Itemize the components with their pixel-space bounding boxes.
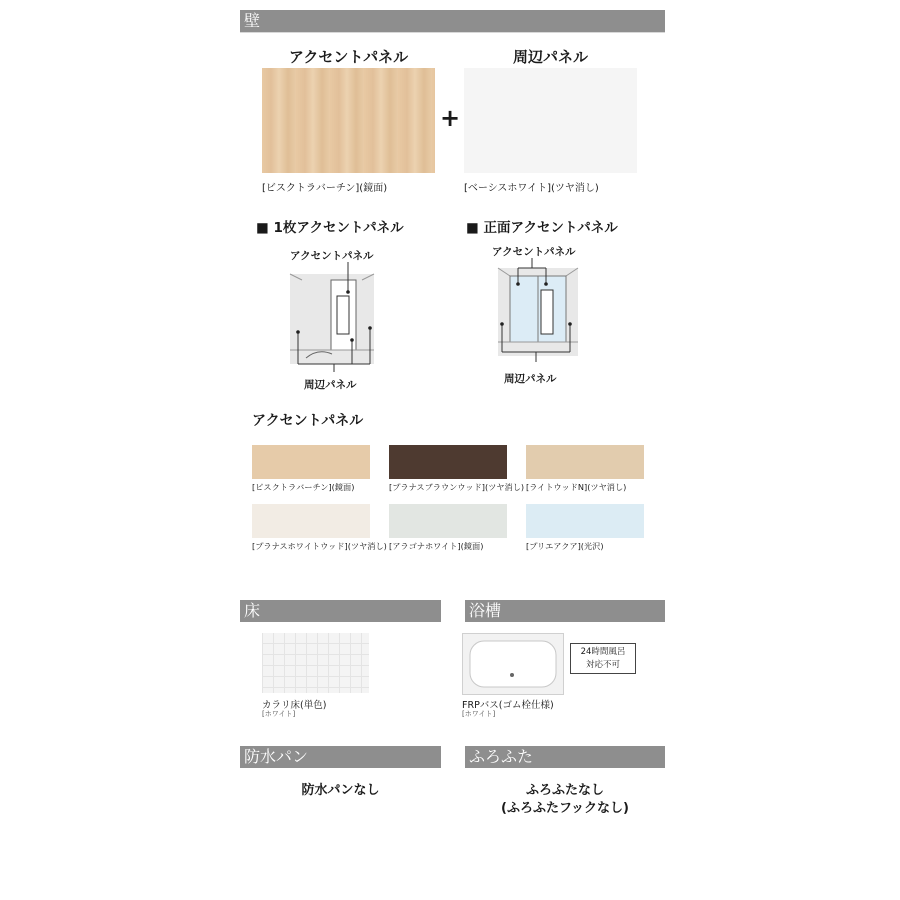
plus-sign: +	[440, 104, 461, 132]
surround-panel-swatch	[464, 68, 637, 173]
single-accent-diagram	[288, 262, 384, 377]
floor-section-header: 床	[240, 600, 441, 622]
accent-option-swatch	[526, 504, 644, 538]
bathtub-note-box	[570, 643, 636, 674]
front-accent-layout-title: ■ 正面アクセントパネル	[466, 220, 618, 236]
accent-panel-title: アクセントパネル	[288, 48, 409, 66]
accent-panel-swatch	[262, 68, 435, 173]
bath-lid-text-line2: (ふろふたフックなし)	[501, 801, 629, 816]
accent-option-label: [プラナスホワイトウッド](ツヤ消し)	[252, 541, 387, 551]
accent-option-swatch	[252, 445, 370, 479]
surround-panel-title: 周辺パネル	[512, 48, 588, 66]
floor-sub-caption: [ホワイト]	[262, 710, 296, 718]
bathtub-note-line2: 対応不可	[585, 660, 620, 670]
bathtub-image	[462, 633, 564, 695]
accent-option-swatch	[389, 445, 507, 479]
front-accent-diagram	[496, 258, 586, 370]
diagram1-accent-label: アクセントパネル	[290, 250, 374, 262]
bathtub-sub-caption: [ホワイト]	[462, 710, 496, 718]
bath-lid-section-header: ふろふた	[465, 746, 665, 768]
accent-option-label: [アラゴナホワイト](鏡面)	[389, 541, 484, 551]
wall-section-header: 壁	[240, 10, 665, 32]
accent-option-label: [プリエアクア](光沢)	[526, 541, 604, 551]
floor-caption: カラリ床(単色)	[262, 700, 327, 711]
accent-option-label: [ビスクトラバーチン](鏡面)	[252, 482, 355, 492]
bathtub-note-line1: 24時間風呂	[580, 647, 626, 657]
single-accent-layout-title: ■ 1枚アクセントパネル	[256, 220, 404, 236]
accent-panel-caption: [ビスクトラバーチン](鏡面)	[262, 183, 388, 194]
waterproof-pan-section-header: 防水パン	[240, 746, 441, 768]
waterproof-pan-text: 防水パンなし	[301, 783, 380, 798]
accent-option-label: [ライトウッドN](ツヤ消し)	[526, 482, 627, 492]
accent-option-swatch	[526, 445, 644, 479]
bathtub-section-header: 浴槽	[465, 600, 665, 622]
diagram2-accent-label: アクセントパネル	[492, 246, 576, 258]
accent-option-swatch	[389, 504, 507, 538]
wall-header-line	[240, 32, 665, 33]
accent-option-swatch	[252, 504, 370, 538]
accent-options-title: アクセントパネル	[252, 413, 364, 429]
accent-option-label: [プラナスブラウンウッド](ツヤ消し)	[389, 482, 525, 492]
floor-swatch	[262, 633, 369, 693]
bath-lid-text-line1: ふろふたなし	[525, 783, 604, 798]
diagram2-surround-label: 周辺パネル	[504, 373, 557, 385]
diagram1-surround-label: 周辺パネル	[304, 379, 357, 391]
bathtub-caption: FRPバス(ゴム栓仕様)	[462, 700, 554, 711]
surround-panel-caption: [ベーシスホワイト](ツヤ消し)	[464, 183, 599, 194]
